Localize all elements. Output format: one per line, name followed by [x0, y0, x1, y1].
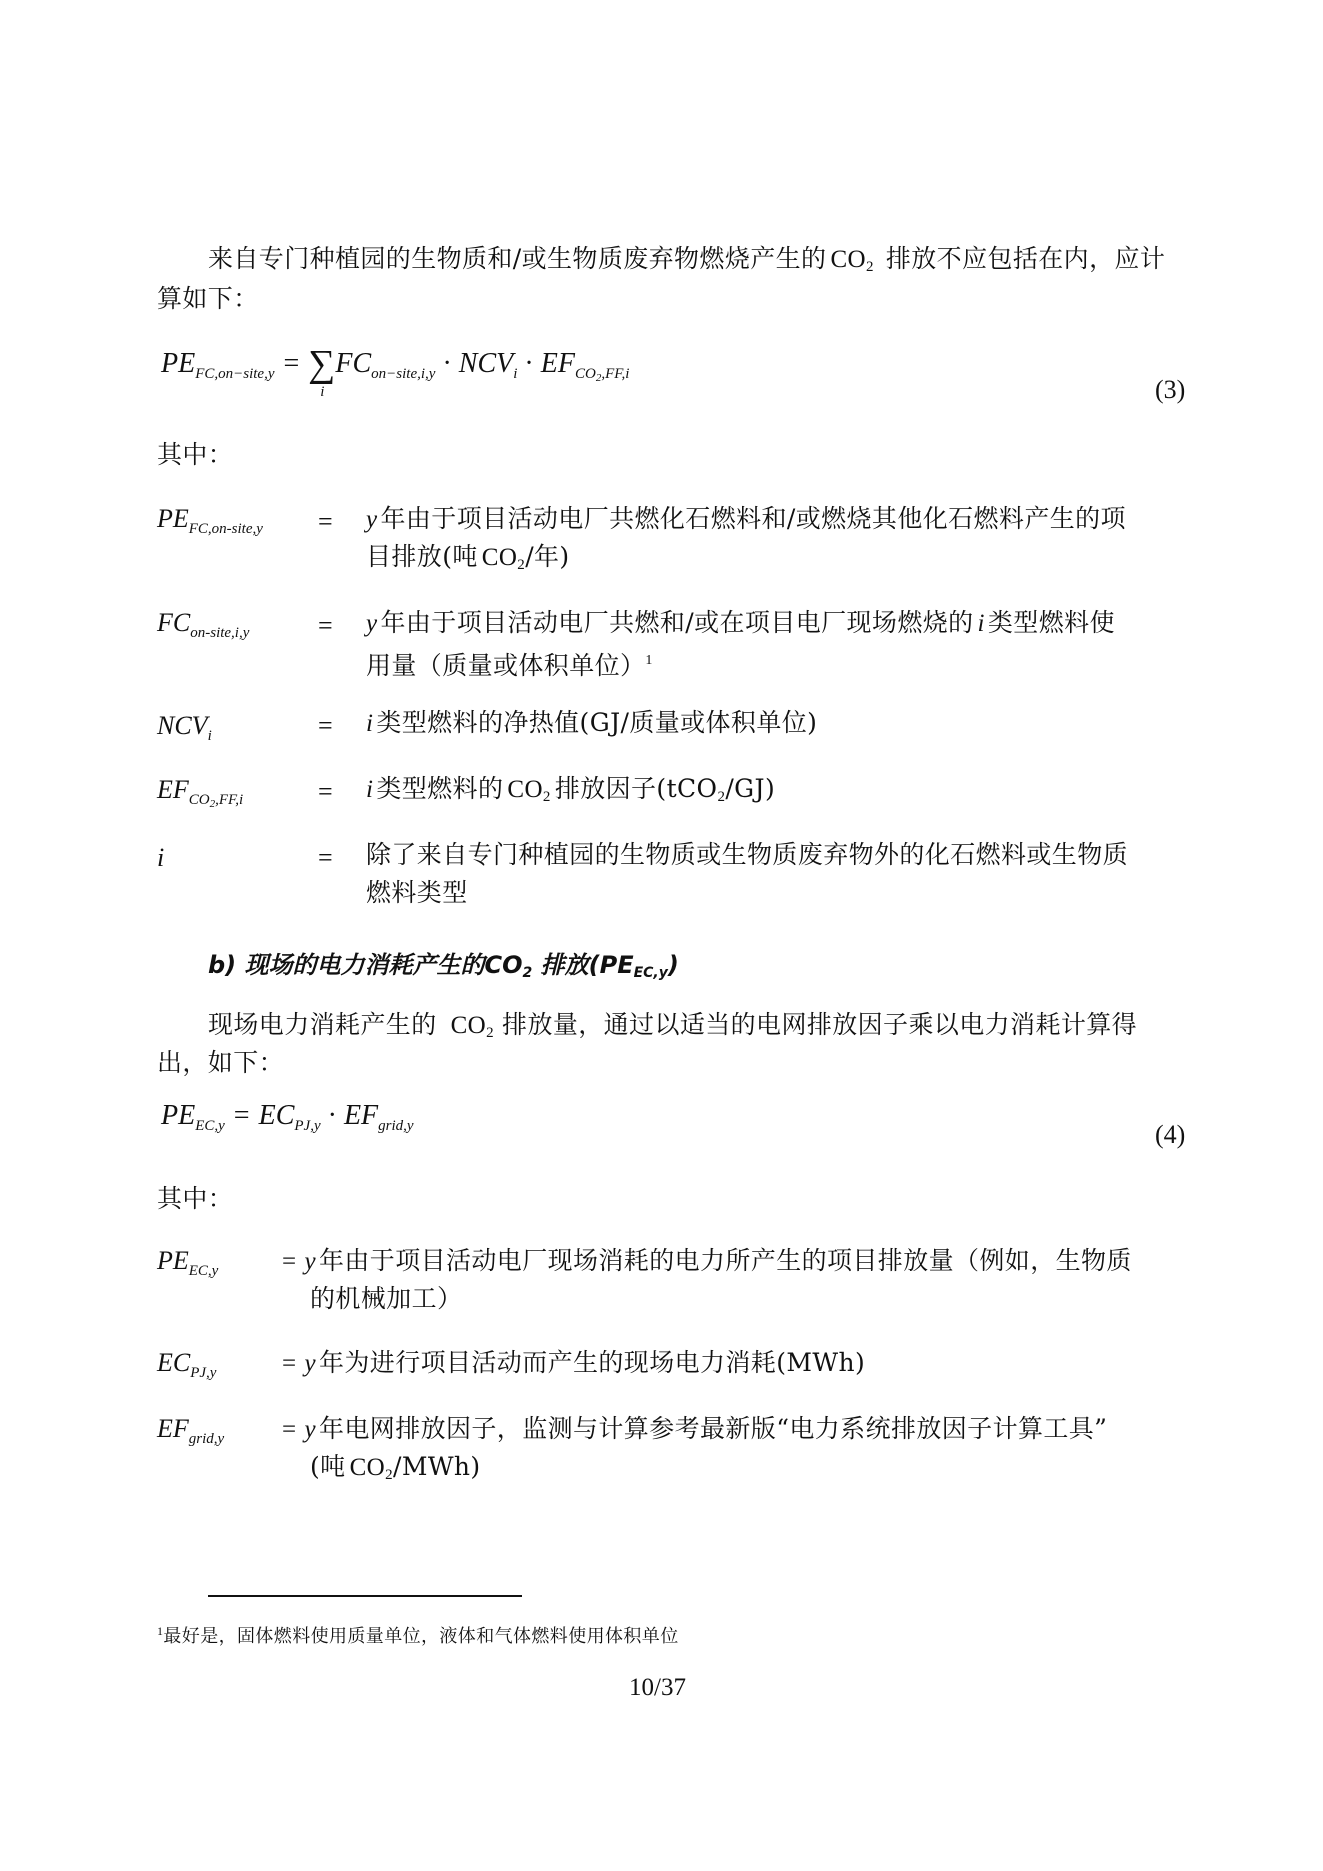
footnote-text: 最好是，固体燃料使用质量单位，液体和气体燃料使用体积单位: [163, 1626, 679, 1647]
def-equals: =: [318, 777, 333, 806]
sigma-symbol: ∑: [308, 343, 336, 385]
desc-text: 类型燃料的净热值(GJ/质量或体积单位): [376, 708, 818, 737]
intro-line-2: 算如下：: [157, 284, 259, 313]
equation-4: [161, 1100, 414, 1135]
para2-text-b: 排放量，通过以适当的电网排放因子乘以电力消耗计算得: [502, 1010, 1138, 1039]
desc-line-1: 年由于项目活动电厂共燃化石燃料和/或燃烧其他化石燃料产生的项: [380, 504, 1126, 533]
desc-text: 年由于项目活动电厂现场消耗的电力所产生的项目排放量（例如，生物质: [319, 1246, 1132, 1275]
eq4-lhs-subscript: EC,y: [195, 1118, 225, 1134]
eq3-ef-sub-rest: ,FF,i: [601, 366, 630, 382]
def-equals: =: [282, 1248, 297, 1275]
sym-subscript: i: [207, 728, 212, 744]
intro-text-a: 来自专门种植园的生物质和/或生物质废弃物燃烧产生的: [208, 244, 827, 273]
heading-subscript: EC,y: [633, 965, 668, 981]
def-desc-pe-fc-line-2: [366, 538, 570, 584]
eq3-summation: [308, 342, 336, 400]
co2: [507, 776, 550, 803]
co-text: CO: [830, 246, 866, 273]
equation-3: [161, 342, 630, 400]
sub-rest: ,FF,i: [215, 792, 244, 808]
def-symbol-fc: [157, 608, 249, 642]
heading-text-b: 排放: [532, 951, 589, 979]
desc-text-c: /GJ): [725, 774, 776, 803]
co2: [482, 544, 525, 571]
sym-subscript: grid,y: [188, 1431, 225, 1447]
footnote-ref: 1: [645, 653, 653, 668]
def-desc-ef-grid-line-2: [310, 1448, 481, 1494]
def-symbol-pe-ec: [157, 1246, 218, 1280]
co2-subscript: 2: [385, 1467, 393, 1483]
def-symbol-ef-co2: [157, 775, 243, 810]
sym-subscript: EC,y: [188, 1263, 219, 1279]
desc-text-b: 类型燃料使: [987, 608, 1115, 637]
eq3-ef-subscript: [575, 366, 629, 382]
where-label-2: 其中：: [157, 1184, 234, 1213]
eq3-dot-2: ·: [524, 348, 534, 379]
equation-3-number: (3): [1155, 375, 1186, 404]
page-number: 10/37: [629, 1674, 686, 1701]
def-desc-i: 除了来自专门种植园的生物质或生物质废弃物外的化石燃料或生物质: [366, 840, 1129, 869]
eq3-dot-1: ·: [442, 348, 452, 379]
eq3-lhs-subscript: FC,on−site,y: [195, 366, 275, 382]
sym-subscript: FC,on-site,y: [188, 521, 263, 537]
eq3-ncv: NCV: [458, 348, 514, 379]
heading-text-d: ): [667, 951, 679, 979]
co-text: CO: [349, 1454, 386, 1481]
section-b-heading: [208, 945, 679, 981]
sym-subscript: PJ,y: [190, 1365, 217, 1381]
eq4-dot: ·: [327, 1100, 337, 1131]
sym-text: EC: [157, 1348, 191, 1377]
def-desc-pe-fc: [366, 500, 1126, 539]
desc-text: 类型燃料的: [376, 774, 504, 803]
eq3-equals: =: [283, 348, 300, 379]
sym-subscript: [189, 792, 243, 808]
desc-text: 用量（质量或体积单位）: [366, 651, 646, 680]
desc-text: 年电网排放因子，监测与计算参考最新版“电力系统排放因子计算工具”: [319, 1414, 1108, 1443]
heading-text: b) 现场的电力消耗产生的: [208, 951, 485, 979]
def-desc-ncv: [366, 704, 817, 743]
def-equals: =: [318, 507, 333, 536]
def-desc-fc: [366, 604, 1115, 643]
para2-line-2: 出，如下：: [157, 1048, 285, 1077]
equation-4-number: (4): [1155, 1120, 1186, 1149]
sigma-index: i: [320, 384, 325, 400]
eq3-lhs: PE: [161, 348, 196, 379]
desc-text-b: /年): [525, 542, 570, 571]
sub-2: 2: [209, 798, 216, 810]
def-desc-pe-ec: [282, 1242, 1132, 1281]
eq4-ef-subscript: grid,y: [378, 1118, 414, 1134]
desc-text-b: /MWh): [393, 1452, 481, 1481]
heading-co2-subscript: 2: [522, 965, 533, 981]
eq4-ef: EF: [343, 1100, 379, 1131]
para2-line-1: [208, 1006, 1137, 1052]
var-y: y: [304, 1248, 316, 1275]
def-symbol-ncv: [157, 711, 212, 745]
def-symbol-ef-grid: [157, 1414, 224, 1448]
def-equals: =: [318, 611, 333, 640]
eq4-equals: =: [233, 1100, 250, 1131]
eq3-ef-sub-co: CO: [574, 366, 596, 382]
def-equals: =: [282, 1350, 297, 1377]
co2-subscript: 2: [486, 1025, 495, 1041]
eq3-fc: FC: [335, 348, 372, 379]
def-desc-ec-pj: [282, 1344, 865, 1383]
def-symbol-ec-pj: [157, 1348, 216, 1382]
var-i: i: [366, 776, 374, 803]
def-symbol-i: i: [157, 843, 165, 872]
sym-text: FC: [157, 608, 191, 637]
co-text: CO: [481, 544, 518, 571]
def-desc-ef-grid: [282, 1410, 1107, 1449]
heading-text-c: (PE: [588, 951, 634, 979]
co2-subscript: 2: [517, 557, 526, 573]
eq3-fc-subscript: on−site,i,y: [371, 366, 436, 382]
desc-text-b: 排放因子(tCO: [554, 774, 718, 803]
def-symbol-pe-fc: [157, 504, 263, 538]
var-i: i: [366, 710, 374, 737]
para2-text-a: 现场电力消耗产生的: [208, 1010, 437, 1039]
var-y: y: [366, 610, 378, 637]
where-label-1: 其中：: [157, 440, 234, 469]
co-text: CO: [507, 776, 543, 803]
eq4-lhs: PE: [161, 1100, 196, 1131]
sym-text: NCV: [157, 711, 208, 740]
sym-text: PE: [157, 504, 189, 533]
heading-co: CO: [484, 951, 523, 979]
def-desc-ef-co2: [366, 770, 775, 816]
co2: [451, 1012, 494, 1039]
var-y: y: [366, 506, 378, 533]
def-desc-i-line-2: 燃料类型: [366, 878, 468, 907]
footnote: [157, 1622, 679, 1648]
eq3-ef-sub-2: 2: [595, 372, 602, 384]
def-desc-fc-line-2: [366, 642, 653, 685]
sym-subscript: on-site,i,y: [190, 625, 250, 641]
sym-text: EF: [157, 775, 189, 804]
eq4-ec: EC: [258, 1100, 295, 1131]
footnote-separator: [208, 1595, 522, 1597]
eq3-ncv-subscript: i: [513, 366, 518, 382]
desc-text: (吨: [310, 1452, 346, 1481]
co2-subscript: 2: [542, 789, 551, 805]
var-i: i: [977, 610, 985, 637]
var-y: y: [304, 1416, 316, 1443]
co2-subscript-2: 2: [717, 789, 726, 805]
intro-text-b: 排放不应包括在内，应计: [885, 244, 1166, 273]
desc-text: 年为进行项目活动而产生的现场电力消耗(MWh): [319, 1348, 866, 1377]
intro-line-1: [208, 240, 1165, 286]
sym-text: EF: [157, 1414, 189, 1443]
sub-co: CO: [188, 792, 210, 808]
intro-co2: [830, 246, 873, 273]
def-equals: =: [318, 843, 333, 872]
def-equals: =: [318, 711, 333, 740]
desc-text: 年由于项目活动电厂共燃和/或在项目电厂现场燃烧的: [380, 608, 974, 637]
co2-subscript: 2: [865, 259, 874, 275]
var-y: y: [304, 1350, 316, 1377]
desc-text: 目排放(吨: [366, 542, 478, 571]
eq3-ef: EF: [540, 348, 575, 379]
def-equals: =: [282, 1416, 297, 1443]
footnote-mark: 1: [157, 1624, 164, 1638]
sym-text: PE: [157, 1246, 189, 1275]
co2: [350, 1454, 393, 1481]
co-text: CO: [450, 1012, 487, 1039]
eq4-ec-subscript: PJ,y: [294, 1118, 321, 1134]
def-desc-pe-ec-line-2: 的机械加工）: [310, 1284, 463, 1313]
